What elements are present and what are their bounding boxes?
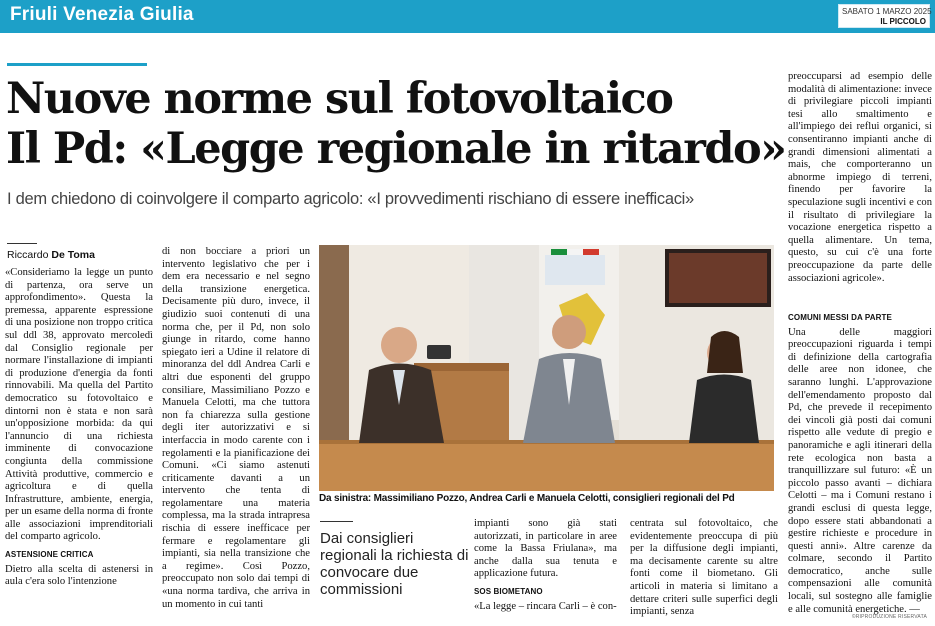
photo-caption: Da sinistra: Massimiliano Pozzo, Andrea Carli e Manuela Celotti, consiglieri regionali del Pd [319,493,735,504]
article-column-5-top [788,71,932,285]
article-column-2 [162,246,310,611]
byline [7,249,95,261]
pullquote: Dai consiglieri regionali la richiesta di convocare due commissioni [320,530,469,598]
copyright-notice: ©RIPRODUZIONE RISERVATA [851,614,927,620]
paragraph: impianti sono già stati autorizzati, in particolare in aree come la Bassa Friulana», ma anche dalla sua tenuta e applicazione futura. [474,518,617,580]
issue-date: SABATO 1 MARZO 2025 [842,7,932,16]
headline-accent-rule [7,63,147,66]
paragraph: centrata sul fotovoltaico, che evidentemente preoccupa di più per la diffusione degli impianti, ma decisamente carente su altre fonti come il biometano. Gli articoli in materia si limitano a dettare criteri sulle superfici degli impianti, senza [630,518,778,618]
article-photo [319,245,774,491]
byline-rule [7,243,37,244]
article-column-3 [474,518,617,613]
section-title: Friuli Venezia Giulia [10,4,194,25]
paragraph: «La legge – rincara Carli – è con- [474,600,617,612]
article-column-5-bottom [788,307,932,616]
subheadline: I dem chiedono di coinvolgere il comparto agricolo: «I provvedimenti rischiano di essere inefficaci» [7,190,694,208]
section-subheading: ASTENSIONE CRITICA [5,550,94,560]
section-band [0,0,935,33]
author-first-name: Riccardo [7,249,49,261]
paragraph: Dietro alla scelta di astenersi in aula c'era solo l'intenzione [5,563,153,588]
paragraph: preoccuparsi ad esempio delle modalità di alimentazione: invece di privilegiare piccoli impianti tesi allo smaltimento e all'impiego dei reflui organici, si consentiranno impianti anche di grandi dimensioni alimentati a mais, che comporteranno un abnorme impiego di terreni, finendo per favorire la speculazione sugli incentivi e con il risultato di privilegiare la vocazione energetica rispetto a quella alimentare. Un tema, questo, su cui c'è una forte preoccupazione da parte delle associazioni agricole». [788,71,932,284]
author-last-name: De Toma [51,249,95,261]
article-column-4 [630,518,778,619]
paragraph: di non bocciare a priori un intervento legislativo che per i dem era necessario e nel segno della transizione energetica. Decisamente più duro, invece, il giudizio suoi contenuti di una norma che, per il Pd, non solo giunge in ritardo, come hanno spiegato ieri a Udine il relatore di minoranza del ddl Andrea Carli e altri due esponenti del gruppo consiliare, Massimiliano Pozzo e Manuela Celotti, ma che tuttora non fa chiarezza sulla gestione degli iter autorizzativi e si interfaccia in modo carente con i regolamenti e la pianificazione dei Comuni. «Ci siamo astenuti criticamente davanti a un intervento che tenta di regolamentare una materia complessa, ma la strada intrapresa rischia di essere inefficace per fermare e regolamentare gli impianti, sia nella transizione che a regime». Così Pozzo, preoccupato non solo dai tempi di «una norma tardiva, che arriva in un momento in cui tanti [162,246,310,610]
pullquote-rule [320,521,353,522]
section-subheading: SOS BIOMETANO [474,586,543,596]
section-subheading: COMUNI MESSI DA PARTE [788,313,892,322]
newspaper-name: IL PICCOLO [880,17,926,26]
photo-illustration [319,245,774,491]
headline-line-2: Il Pd: «Legge regionale in ritardo» [6,124,786,174]
paragraph: «Consideriamo la legge un punto di partenza, ora serve un approfondimento». Questa la premessa, apparente espressione di una posizione non troppo critica sul ddl 38, approvato mercoledì dal Consiglio regionale per normare l'installazione di impianti di produzione d'energia da fonti rinnovabili. Ma quella del Partito democratico su fotovoltaico e dintorni non è stata e non sarà un'opposizione morbida: da qui l'annuncio di una richiesta imminente di convocazione congiunta della commissione Attività produttive, commercio e agricoltura e di quella Infrastrutture, ambiente, energia, per un esame della norma di fronte alle associazioni imprenditoriali del comparto agricolo. [5,267,153,543]
headline-line-1: Nuove norme sul fotovoltaico [6,74,673,124]
article-column-1 [5,267,153,589]
dateline [838,4,930,28]
paragraph: Una delle maggiori preoccupazioni riguarda i tempi di definizione della cartografia delle aree non idonee, che saranno lunghi. L'approvazione dell'emendamento proposto dal Pd, che prevede il recepimento dei vincoli già posti dai comuni rispetto alle vedute di pregio e panoramiche e agli itinerari della rete ecologica non basta a tranquillizzare sul futuro: «È un piccolo passo avanti – dichiara Celotti – ma i Comuni restano i grandi esclusi di questa legge, dopo essere stati abbandonati a gestire richieste e procedure in questi anni». Altre carenze da colmare, secondo il Partito democratico, anche sulle compensazioni alle comunità locali, sul sostegno alle famiglie e alle comunità energetiche. — [788,326,932,615]
